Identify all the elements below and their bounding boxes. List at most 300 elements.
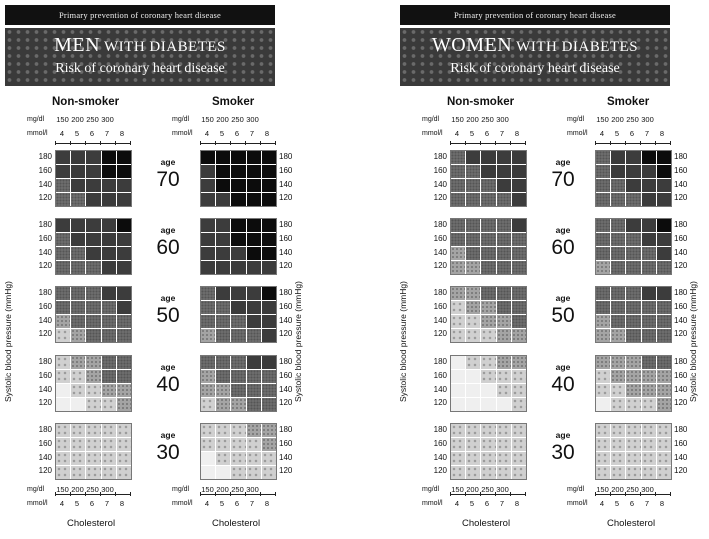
risk-cell	[71, 315, 85, 328]
risk-cell	[247, 398, 261, 411]
risk-cell	[102, 370, 116, 383]
risk-cell	[481, 438, 495, 451]
risk-cell	[102, 233, 116, 246]
age-word: age	[555, 430, 571, 440]
risk-cell	[247, 424, 261, 437]
bp-tick-label: 120	[433, 466, 447, 476]
risk-cell	[466, 179, 480, 192]
mmol-tick-label: 6	[484, 499, 490, 508]
risk-cell	[626, 165, 640, 178]
mg-tick-label: 150	[596, 485, 609, 494]
risk-cell	[466, 287, 480, 300]
risk-cell	[642, 287, 656, 300]
nonsmoker-grid-age-50	[450, 286, 527, 343]
risk-cell	[497, 356, 511, 369]
scale-tick	[610, 141, 611, 145]
nonsmoker-grid-age-40	[55, 355, 132, 412]
mg-unit-label: mg/dl	[172, 486, 190, 493]
risk-cell	[102, 384, 116, 397]
risk-cell	[86, 356, 100, 369]
risk-cell	[626, 261, 640, 274]
risk-cell	[86, 247, 100, 260]
risk-cell	[117, 329, 131, 342]
risk-cell	[117, 384, 131, 397]
risk-cell	[451, 233, 465, 246]
risk-cell	[451, 370, 465, 383]
risk-cell	[481, 165, 495, 178]
bp-tick-label: 160	[674, 370, 688, 380]
risk-cell	[497, 398, 511, 411]
risk-cell	[201, 398, 215, 411]
panel-subtitle: Risk of coronary heart disease	[55, 61, 225, 76]
panel-header	[5, 28, 275, 86]
risk-cell	[481, 247, 495, 260]
risk-cell	[216, 424, 230, 437]
risk-cell	[56, 452, 70, 465]
bp-tick-label: 140	[433, 452, 447, 462]
risk-cell	[262, 233, 276, 246]
risk-cell	[247, 233, 261, 246]
bp-tick-label: 140	[674, 179, 688, 189]
risk-cell	[56, 438, 70, 451]
risk-cell	[642, 315, 656, 328]
risk-cell	[497, 466, 511, 479]
risk-cell	[71, 424, 85, 437]
risk-cell	[117, 193, 131, 206]
bp-scale-left	[425, 355, 447, 410]
bp-tick-label: 180	[674, 425, 688, 434]
chart-panel-women	[398, 0, 698, 539]
risk-cell	[626, 193, 640, 206]
risk-cell	[86, 301, 100, 314]
risk-cell	[117, 315, 131, 328]
risk-cell	[71, 370, 85, 383]
scale-tick	[670, 141, 671, 145]
scale-tick	[625, 141, 626, 145]
age-value: 70	[156, 168, 180, 191]
age-word: age	[555, 157, 571, 167]
risk-cell	[56, 287, 70, 300]
cholesterol-label-nonsmoker: Cholesterol	[67, 518, 116, 529]
bp-tick-label: 140	[279, 315, 293, 325]
scale-tick	[495, 492, 496, 496]
risk-cell	[71, 219, 85, 232]
risk-cell	[611, 179, 625, 192]
smoker-grid-age-60	[595, 218, 672, 275]
panel-title	[400, 34, 670, 57]
risk-cell	[86, 193, 100, 206]
bp-scale-right	[674, 423, 696, 478]
risk-cell	[201, 301, 215, 314]
mmol-tick-label: 7	[644, 499, 650, 508]
risk-cell	[626, 219, 640, 232]
mg-tick-label: 250	[481, 115, 494, 124]
scale-tick	[70, 141, 71, 145]
bp-scale-left	[425, 150, 447, 205]
bp-axis-label-right: Systolic blood pressure (mmHg)	[293, 281, 303, 402]
risk-cell	[247, 301, 261, 314]
mmol-tick-label: 6	[234, 499, 240, 508]
risk-cell	[86, 384, 100, 397]
bp-tick-label: 140	[279, 247, 293, 257]
scale-tick	[260, 141, 261, 145]
risk-cell	[262, 287, 276, 300]
risk-cell	[71, 233, 85, 246]
risk-cell	[657, 370, 671, 383]
mmol-scale-bottom-nonsmoker	[422, 499, 527, 511]
risk-cell	[611, 370, 625, 383]
bp-tick-label: 120	[38, 398, 52, 408]
risk-cell	[231, 315, 245, 328]
mg-scale-top-smoker	[172, 115, 277, 127]
risk-cell	[512, 398, 526, 411]
risk-cell	[71, 179, 85, 192]
mmol-tick-label: 8	[119, 499, 125, 508]
age-word: age	[555, 225, 571, 235]
bp-tick-label: 180	[38, 152, 52, 161]
mg-tick-label: 250	[626, 485, 639, 494]
age-value: 50	[156, 304, 180, 327]
scale-tick	[85, 141, 86, 145]
mmol-tick-label: 5	[614, 129, 620, 138]
risk-cell	[512, 287, 526, 300]
risk-cell	[102, 301, 116, 314]
risk-cell	[512, 424, 526, 437]
risk-cell	[611, 424, 625, 437]
bp-tick-label: 120	[433, 329, 447, 339]
risk-cell	[56, 398, 70, 411]
age-value: 40	[156, 373, 180, 396]
risk-cell	[611, 398, 625, 411]
smoker-title: Smoker	[212, 96, 255, 108]
risk-cell	[117, 219, 131, 232]
risk-cell	[451, 315, 465, 328]
risk-cell	[481, 219, 495, 232]
risk-cell	[231, 233, 245, 246]
risk-cell	[56, 301, 70, 314]
risk-cell	[86, 438, 100, 451]
scale-tick	[610, 492, 611, 496]
risk-cell	[262, 165, 276, 178]
bp-tick-label: 120	[433, 193, 447, 203]
scale-tick	[480, 492, 481, 496]
smoker-grid-age-40	[595, 355, 672, 412]
mmol-tick-label: 4	[204, 499, 210, 508]
nonsmoker-grid-age-40	[450, 355, 527, 412]
risk-cell	[611, 452, 625, 465]
risk-cell	[56, 219, 70, 232]
scale-tick	[640, 492, 641, 496]
risk-cell	[481, 466, 495, 479]
risk-cell	[201, 384, 215, 397]
risk-cell	[117, 151, 131, 164]
risk-cell	[56, 356, 70, 369]
risk-cell	[56, 466, 70, 479]
risk-cell	[201, 193, 215, 206]
age-value: 50	[551, 304, 575, 327]
mmol-tick-label: 7	[499, 499, 505, 508]
risk-cell	[451, 384, 465, 397]
risk-cell	[626, 329, 640, 342]
scale-tick	[525, 492, 526, 496]
risk-cell	[247, 466, 261, 479]
risk-cell	[201, 370, 215, 383]
risk-cell	[262, 370, 276, 383]
risk-cell	[611, 247, 625, 260]
scale-tick	[480, 141, 481, 145]
bp-tick-label: 160	[279, 165, 293, 175]
mmol-unit-label: mmol/l	[27, 130, 48, 137]
mmol-unit-label: mmol/l	[172, 500, 193, 507]
age-value: 70	[551, 168, 575, 191]
scale-axis-line	[450, 494, 525, 495]
risk-cell	[611, 287, 625, 300]
risk-cell	[216, 384, 230, 397]
bp-tick-label: 160	[279, 370, 293, 380]
age-value: 30	[156, 441, 180, 464]
mg-tick-label: 300	[246, 115, 259, 124]
risk-cell	[262, 438, 276, 451]
risk-cell	[512, 219, 526, 232]
risk-cell	[481, 151, 495, 164]
scale-tick	[450, 492, 451, 496]
risk-cell	[657, 287, 671, 300]
risk-cell	[596, 370, 610, 383]
bp-tick-label: 140	[674, 384, 688, 394]
bp-tick-label: 180	[279, 220, 293, 229]
nonsmoker-grid-age-70	[450, 150, 527, 207]
bp-tick-label: 140	[38, 247, 52, 257]
risk-cell	[86, 370, 100, 383]
risk-cell	[497, 329, 511, 342]
nonsmoker-grid-age-60	[55, 218, 132, 275]
risk-cell	[626, 179, 640, 192]
risk-cell	[626, 233, 640, 246]
risk-cell	[86, 329, 100, 342]
age-word: age	[160, 430, 176, 440]
risk-cell	[611, 233, 625, 246]
mmol-unit-label: mmol/l	[27, 500, 48, 507]
risk-cell	[626, 466, 640, 479]
risk-cell	[596, 247, 610, 260]
mg-tick-label: 250	[481, 485, 494, 494]
risk-cell	[247, 165, 261, 178]
mmol-tick-label: 8	[119, 129, 125, 138]
bp-tick-label: 180	[433, 288, 447, 297]
risk-cell	[102, 287, 116, 300]
risk-cell	[611, 165, 625, 178]
risk-cell	[466, 329, 480, 342]
panel-title	[5, 34, 275, 57]
risk-cell	[56, 261, 70, 274]
risk-cell	[117, 438, 131, 451]
smoker-grid-age-70	[200, 150, 277, 207]
scale-tick	[275, 492, 276, 496]
bp-tick-label: 120	[38, 261, 52, 271]
risk-cell	[642, 398, 656, 411]
bp-tick-label: 140	[279, 179, 293, 189]
risk-cell	[466, 219, 480, 232]
risk-cell	[451, 179, 465, 192]
panel-title-rest: WITH DIABETES	[512, 39, 639, 55]
risk-cell	[262, 356, 276, 369]
risk-cell	[451, 356, 465, 369]
risk-cell	[247, 329, 261, 342]
bp-scale-right	[674, 218, 696, 273]
risk-cell	[497, 219, 511, 232]
risk-cell	[216, 247, 230, 260]
cholesterol-label-smoker: Cholesterol	[607, 518, 656, 529]
mmol-tick-label: 4	[59, 499, 65, 508]
mmol-unit-label: mmol/l	[567, 500, 588, 507]
risk-cell	[451, 452, 465, 465]
smoker-title: Smoker	[607, 96, 650, 108]
bp-tick-label: 160	[674, 165, 688, 175]
scale-tick	[245, 492, 246, 496]
mmol-tick-label: 7	[644, 129, 650, 138]
bp-axis-label-right: Systolic blood pressure (mmHg)	[688, 281, 698, 402]
risk-cell	[231, 165, 245, 178]
risk-cell	[201, 179, 215, 192]
scale-tick	[465, 141, 466, 145]
bp-tick-label: 120	[433, 398, 447, 408]
bp-tick-label: 140	[674, 315, 688, 325]
bp-axis-label-left: Systolic blood pressure (mmHg)	[398, 281, 408, 402]
risk-cell	[201, 219, 215, 232]
mmol-tick-label: 6	[89, 499, 95, 508]
risk-cell	[642, 438, 656, 451]
risk-cell	[611, 301, 625, 314]
risk-cell	[596, 179, 610, 192]
risk-cell	[512, 329, 526, 342]
bp-tick-label: 160	[674, 233, 688, 243]
mg-tick-label: 150	[451, 485, 464, 494]
bp-scale-right	[279, 218, 301, 273]
bp-tick-label: 180	[279, 152, 293, 161]
scale-tick	[115, 492, 116, 496]
nonsmoker-grid-age-30	[450, 423, 527, 480]
age-value: 30	[551, 441, 575, 464]
risk-cell	[657, 438, 671, 451]
bp-tick-label: 180	[433, 152, 447, 161]
risk-cell	[102, 193, 116, 206]
risk-cell	[657, 424, 671, 437]
risk-cell	[481, 301, 495, 314]
risk-cell	[451, 398, 465, 411]
risk-cell	[466, 370, 480, 383]
bp-scale-left	[425, 423, 447, 478]
mmol-scale-bottom-smoker	[172, 499, 277, 511]
risk-cell	[611, 384, 625, 397]
nonsmoker-title: Non-smoker	[447, 96, 515, 108]
risk-cell	[497, 301, 511, 314]
risk-cell	[451, 438, 465, 451]
risk-cell	[247, 193, 261, 206]
bp-tick-label: 140	[433, 179, 447, 189]
age-word: age	[160, 362, 176, 372]
risk-cell	[512, 233, 526, 246]
risk-cell	[117, 398, 131, 411]
risk-cell	[216, 165, 230, 178]
risk-cell	[102, 219, 116, 232]
risk-cell	[56, 165, 70, 178]
risk-cell	[117, 301, 131, 314]
mg-tick-label: 300	[246, 485, 259, 494]
bp-scale-left	[425, 286, 447, 341]
risk-cell	[56, 193, 70, 206]
scale-tick	[70, 492, 71, 496]
mg-unit-label: mg/dl	[567, 486, 585, 493]
risk-cell	[626, 287, 640, 300]
bp-scale-left	[425, 218, 447, 273]
risk-cell	[642, 466, 656, 479]
risk-cell	[231, 219, 245, 232]
risk-cell	[247, 356, 261, 369]
risk-cell	[466, 151, 480, 164]
mmol-tick-label: 7	[104, 129, 110, 138]
smoker-grid-age-30	[200, 423, 277, 480]
bp-scale-right	[279, 150, 301, 205]
risk-cell	[262, 466, 276, 479]
risk-cell	[596, 165, 610, 178]
mmol-tick-label: 4	[454, 129, 460, 138]
mmol-scale-top-smoker	[567, 129, 672, 141]
risk-cell	[451, 287, 465, 300]
risk-cell	[247, 219, 261, 232]
risk-cell	[262, 247, 276, 260]
mmol-tick-label: 6	[629, 129, 635, 138]
risk-cell	[466, 233, 480, 246]
risk-cell	[481, 233, 495, 246]
risk-cell	[201, 287, 215, 300]
risk-cell	[512, 466, 526, 479]
risk-cell	[451, 151, 465, 164]
age-word: age	[160, 157, 176, 167]
mmol-tick-label: 8	[659, 499, 665, 508]
risk-cell	[262, 261, 276, 274]
mg-tick-label: 250	[86, 485, 99, 494]
risk-cell	[626, 452, 640, 465]
risk-cell	[231, 287, 245, 300]
scale-tick	[100, 492, 101, 496]
risk-cell	[231, 452, 245, 465]
risk-cell	[512, 370, 526, 383]
risk-cell	[611, 438, 625, 451]
risk-cell	[56, 315, 70, 328]
mg-tick-label: 250	[86, 115, 99, 124]
scale-tick	[215, 141, 216, 145]
scale-tick	[55, 492, 56, 496]
risk-cell	[497, 452, 511, 465]
banner-title: Primary prevention of coronary heart disease	[400, 5, 670, 25]
risk-cell	[71, 247, 85, 260]
bp-scale-right	[279, 423, 301, 478]
risk-cell	[231, 247, 245, 260]
risk-cell	[657, 233, 671, 246]
panel-title-sex: MEN	[54, 34, 101, 56]
scale-tick	[100, 141, 101, 145]
risk-cell	[247, 315, 261, 328]
risk-cell	[596, 438, 610, 451]
risk-cell	[481, 193, 495, 206]
risk-cell	[262, 301, 276, 314]
scale-axis-line	[55, 143, 130, 144]
bp-tick-label: 160	[433, 233, 447, 243]
mmol-tick-label: 4	[204, 129, 210, 138]
risk-cell	[481, 315, 495, 328]
risk-cell	[86, 165, 100, 178]
bp-tick-label: 180	[38, 357, 52, 366]
